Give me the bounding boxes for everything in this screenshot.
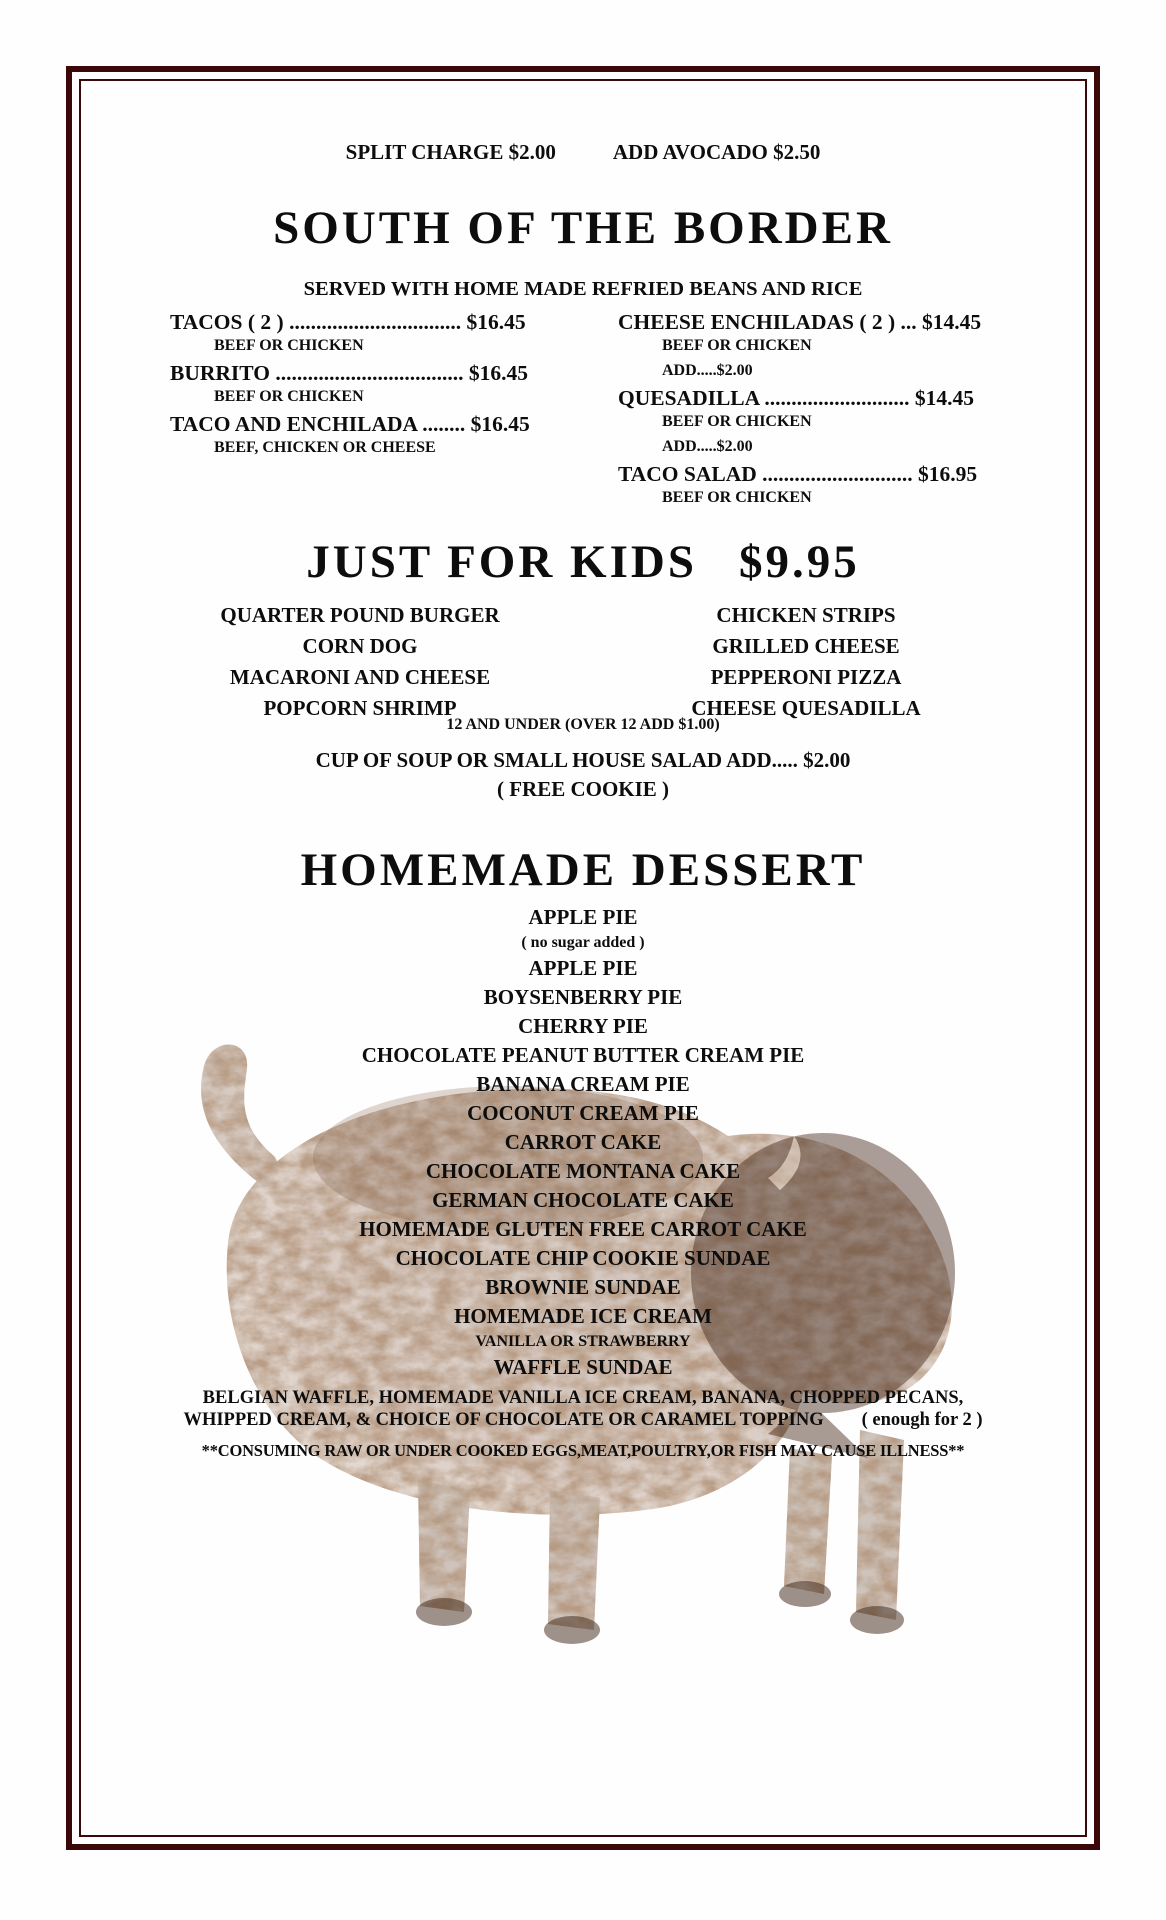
dessert-item: WAFFLE SUNDAE	[493, 1355, 673, 1379]
bison-hooves	[416, 1581, 904, 1644]
kids-item: CHICKEN STRIPS	[716, 603, 896, 627]
sob-item-name: CHEESE ENCHILADAS ( 2 )	[618, 310, 901, 334]
sob-item-line	[618, 461, 998, 487]
sob-item-price: $16.45	[466, 310, 526, 334]
sob-item-price: $14.45	[922, 310, 982, 334]
south-of-border-right-column	[618, 309, 998, 512]
sob-item-subline: BEEF OR CHICKEN	[662, 489, 812, 506]
dessert-item: CHOCOLATE PEANUT BUTTER CREAM PIE	[361, 1043, 805, 1067]
illness-disclaimer: **CONSUMING RAW OR UNDER COOKED EGGS,MEAT,POULTRY,OR FISH MAY CAUSE ILLNESS**	[201, 1441, 965, 1460]
sob-item-name: BURRITO	[170, 361, 276, 385]
waffle-enough-note: ( enough for 2 )	[861, 1410, 983, 1430]
sob-item-dots: ................................	[289, 310, 467, 334]
sob-item-line	[170, 360, 556, 386]
kids-soup-note: CUP OF SOUP OR SMALL HOUSE SALAD ADD..... $2.00	[315, 748, 851, 772]
south-of-border-subtitle: SERVED WITH HOME MADE REFRIED BEANS AND RICE	[303, 278, 863, 300]
dessert-list	[80, 903, 1086, 1382]
dessert-item: CARROT CAKE	[504, 1130, 662, 1154]
south-of-border-title: SOUTH OF THE BORDER	[273, 202, 893, 254]
kids-item: CORN DOG	[302, 634, 418, 658]
dessert-item: BROWNIE SUNDAE	[485, 1275, 681, 1299]
sob-item-subline: BEEF OR CHICKEN	[214, 388, 364, 405]
sob-item-subline: BEEF, CHICKEN OR CHEESE	[214, 439, 436, 456]
kids-price: $9.95	[738, 536, 860, 588]
waffle-desc-line1: BELGIAN WAFFLE, HOMEMADE VANILLA ICE CREAM, BANANA, CHOPPED PECANS,	[202, 1388, 964, 1408]
sob-item-subline: ADD.....$2.00	[662, 438, 753, 455]
dessert-item: HOMEMADE GLUTEN FREE CARROT CAKE	[359, 1217, 807, 1241]
dessert-item: BANANA CREAM PIE	[476, 1072, 690, 1096]
kids-item: GRILLED CHEESE	[712, 634, 900, 658]
sob-item-dots: ...	[900, 310, 923, 334]
waffle-sundae-description	[80, 1387, 1086, 1431]
kids-item: PEPPERONI PIZZA	[710, 665, 902, 689]
dessert-item: HOMEMADE ICE CREAM	[454, 1304, 712, 1328]
sob-item-line	[170, 309, 556, 335]
sob-item-subline: BEEF OR CHICKEN	[662, 337, 812, 354]
top-note	[80, 140, 1086, 165]
sob-item-name: TACO AND ENCHILADA	[170, 412, 423, 436]
just-for-kids-title	[80, 538, 1086, 587]
sob-item-dots: ........	[422, 412, 471, 436]
sob-item-subline: ADD.....$2.00	[662, 362, 753, 379]
south-of-border-left-column	[170, 309, 556, 512]
sob-item-line	[170, 411, 556, 437]
dessert-item: COCONUT CREAM PIE	[467, 1101, 699, 1125]
sob-item-price: $16.45	[468, 361, 528, 385]
add-avocado-text: ADD AVOCADO $2.50	[612, 140, 821, 164]
sob-item-name: TACOS ( 2 )	[170, 310, 290, 334]
sob-item-subline: BEEF OR CHICKEN	[214, 337, 364, 354]
split-charge-text: SPLIT CHARGE $2.00	[345, 140, 556, 164]
kids-item: QUARTER POUND BURGER	[220, 603, 500, 627]
sob-item-line	[618, 385, 998, 411]
sob-item-price: $14.45	[914, 386, 974, 410]
kids-columns	[80, 600, 1086, 724]
waffle-desc-line2	[80, 1409, 1086, 1431]
dessert-item: VANILLA OR STRAWBERRY	[475, 1333, 691, 1350]
sob-item-price: $16.45	[470, 412, 530, 436]
sob-item-subline: BEEF OR CHICKEN	[662, 413, 812, 430]
kids-item: CHEESE QUESADILLA	[691, 696, 921, 720]
sob-item-dots: ...........................	[764, 386, 915, 410]
kids-right-column	[606, 600, 1006, 724]
dessert-item: APPLE PIE	[528, 905, 638, 929]
sob-item-price: $16.95	[918, 462, 978, 486]
dessert-item: BOYSENBERRY PIE	[483, 985, 683, 1009]
sob-item-line	[618, 309, 998, 335]
sob-item-name: TACO SALAD	[618, 462, 763, 486]
kids-item: MACARONI AND CHEESE	[229, 665, 491, 689]
sob-item-dots: ............................	[762, 462, 919, 486]
south-of-border-columns	[80, 309, 1086, 512]
homemade-dessert-title: HOMEMADE DESSERT	[300, 844, 866, 896]
kids-title-text: JUST FOR KIDS	[306, 536, 697, 588]
waffle-desc-line2-text: WHIPPED CREAM, & CHOICE OF CHOCOLATE OR CARAMEL TOPPING	[183, 1410, 824, 1430]
dessert-item: CHERRY PIE	[518, 1014, 648, 1038]
dessert-item: ( no sugar added )	[521, 934, 645, 951]
dessert-item: CHOCOLATE MONTANA CAKE	[425, 1159, 741, 1183]
dessert-item: GERMAN CHOCOLATE CAKE	[432, 1188, 734, 1212]
sob-item-name: QUESADILLA	[618, 386, 765, 410]
dessert-item: APPLE PIE	[528, 956, 638, 980]
sob-item-dots: ...................................	[275, 361, 469, 385]
kids-item: POPCORN SHRIMP	[263, 696, 457, 720]
kids-cookie-note: ( FREE COOKIE )	[496, 777, 670, 801]
kids-left-column	[160, 600, 560, 724]
kids-age-note: 12 AND UNDER (OVER 12 ADD $1.00)	[446, 716, 720, 733]
dessert-item: CHOCOLATE CHIP COOKIE SUNDAE	[395, 1246, 771, 1270]
